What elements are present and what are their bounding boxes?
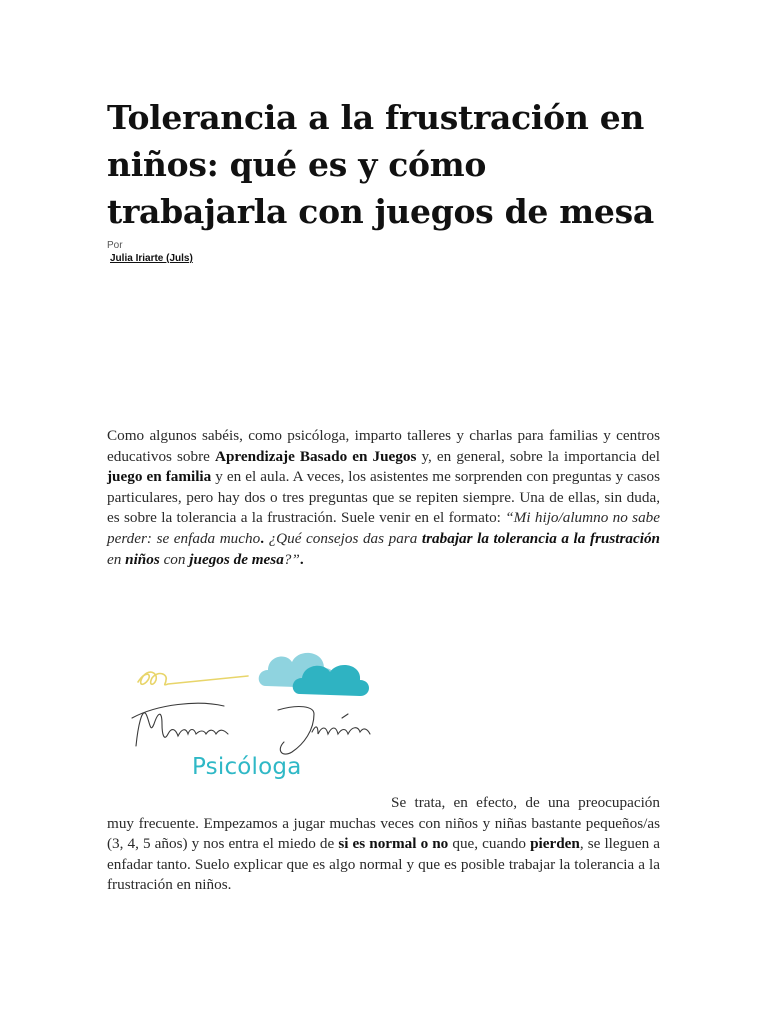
- second-paragraph: [107, 793, 660, 896]
- squiggle-line-icon: [138, 672, 248, 685]
- quote-bold-text: trabajar la tolerancia a la frustración: [421, 529, 660, 547]
- author-link[interactable]: Julia Iriarte (Juls): [110, 253, 193, 264]
- intro-paragraph: [107, 426, 660, 570]
- byline-label: Por: [107, 240, 123, 251]
- quote-text: ¿Qué consejos das para: [264, 529, 422, 547]
- bold-text: pierden: [530, 835, 580, 853]
- bold-text: [125, 551, 160, 568]
- logo-subtitle: Psicóloga: [192, 754, 302, 780]
- quote-text: con: [159, 550, 190, 568]
- quote-text: “Mi hijo/alumno no sabe perder: se enfada mucho: [107, 509, 660, 547]
- text-run: y, en general, sobre la importancia del: [416, 447, 661, 465]
- bold-text: Aprendizaje Basado en Juegos: [214, 447, 417, 465]
- quote-bold-text: niños: [125, 550, 160, 568]
- text-run: Se trata, en efecto, de una preocupación muy frecuente. Empezamos a jugar muchas veces con niños y niñas bastante pequeños/as (3, 4, 5 años) y nos entra el miedo de: [107, 794, 660, 853]
- text-run: , se lleguen a enfadar tanto. Suelo explicar que es algo normal y que es posible trabajar la tolerancia a la frustración en niños.: [107, 835, 660, 894]
- quote-text: en: [107, 550, 126, 568]
- text-run: y en el aula. A veces, los asistentes me sorprenden con preguntas y casos particulares, pero hay dos o tres preguntas que se repiten siempre. Una de ellas, sin duda, es sobre la tolerancia a la frustración. Suele venir en el formato:: [107, 468, 660, 527]
- bold-text: si es normal o no: [338, 835, 449, 853]
- quote-bold-text: juegos de mesa: [189, 550, 284, 568]
- quote-text: ?”: [283, 550, 300, 568]
- bold-text: juego en familia: [107, 468, 212, 486]
- bold-text: [189, 551, 284, 568]
- bold-text: [422, 530, 660, 547]
- text-run: Como algunos sabéis, como psicóloga, imparto talleres y charlas para familias y centros educativos sobre: [107, 427, 660, 465]
- text-run: que, cuando: [448, 835, 531, 853]
- article: [107, 0, 660, 1024]
- article-title: Tolerancia a la frustración en niños: qué es y cómo trabajarla con juegos de mesa: [107, 98, 654, 231]
- signature-icon: [132, 703, 370, 754]
- bold-text: .: [260, 529, 264, 547]
- bold-text: .: [299, 550, 304, 568]
